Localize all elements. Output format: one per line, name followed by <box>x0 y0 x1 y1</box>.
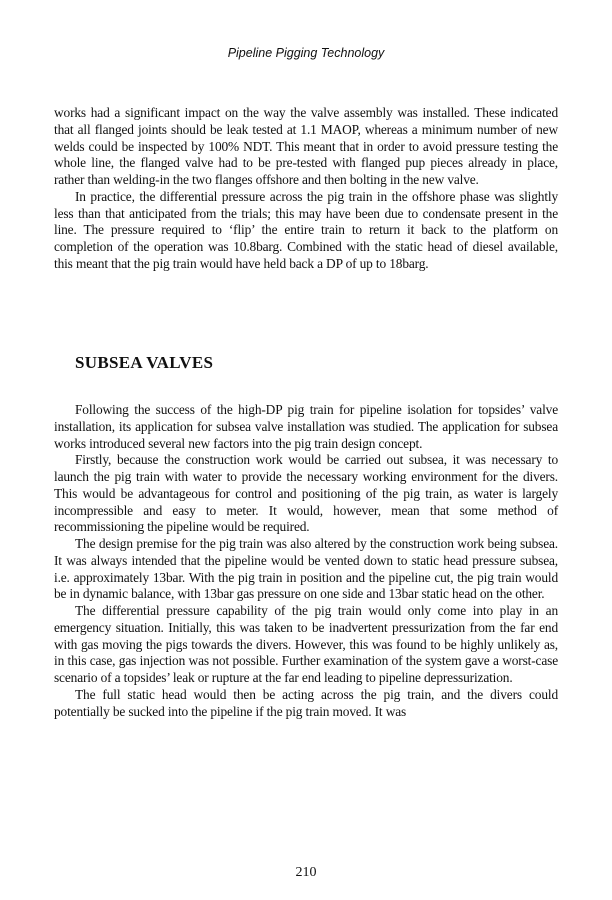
body-text-subsea <box>54 402 558 720</box>
paragraph: Firstly, because the construction work would be carried out subsea, it was necessary to launch the pig train with water to provide the necessary working environment for the divers. This would be advantageous for control and positioning of the pig train, as water is largely incompressible and easy to meter. It would, however, mean that some method of recommissioning the pipeline would be required. <box>54 452 558 535</box>
paragraph: In practice, the differential pressure across the pig train in the offshore phase was slightly less than that anticipated from the trials; this may have been due to condensate present in the line. The pressure required to ‘flip’ the entire train to return it back to the platform on completion of the operation was 10.8barg. Combined with the static head of diesel available, this meant that the pig train would have held back a DP of up to 18barg. <box>54 188 558 271</box>
running-head: Pipeline Pigging Technology <box>227 46 385 60</box>
section-heading: SUBSEA VALVES <box>75 353 214 372</box>
page-number: 210 <box>295 865 317 880</box>
paragraph: The full static head would then be acting across the pig train, and the divers could potentially be sucked into the pipeline if the pig train moved. It was <box>54 686 558 719</box>
paragraph: Following the success of the high-DP pig train for pipeline isolation for topsides’ valve installation, its application for subsea valve installation was studied. The application for subsea works introduced several new factors into the pig train design concept. <box>54 402 558 451</box>
paragraph: works had a significant impact on the way the valve assembly was installed. These indicated that all flanged joints should be leak tested at 1.1 MAOP, whereas a minimum number of new welds could be inspected by 100% NDT. This meant that in order to avoid pressure testing the whole line, the flanged valve had to be pre-tested with flanged pup pieces already in place, rather than welding-in the two flanges offshore and then bolting in the new valve. <box>54 105 558 187</box>
paragraph: The design premise for the pig train was also altered by the construction work being subsea. It was always intended that the pipeline would be vented down to static head pressure subsea, i.e. approximately 13bar. With the pig train in position and the pipeline cut, the pig train would be in dynamic balance, with 13bar gas pressure on one side and 13bar static head on the other. <box>54 536 558 602</box>
body-text-intro <box>54 105 558 273</box>
paragraph: The differential pressure capability of the pig train would only come into play in an emergency situation. Initially, this was taken to be inadvertent pressurization from the far end with gas moving the pigs towards the divers. However, this was found to be highly unlikely as, in this case, gas injection was not possible. Further examination of the system gave a worst-case scenario of a topsides’ leak or rupture at the far end leading to pipeline depressurization. <box>54 603 558 685</box>
